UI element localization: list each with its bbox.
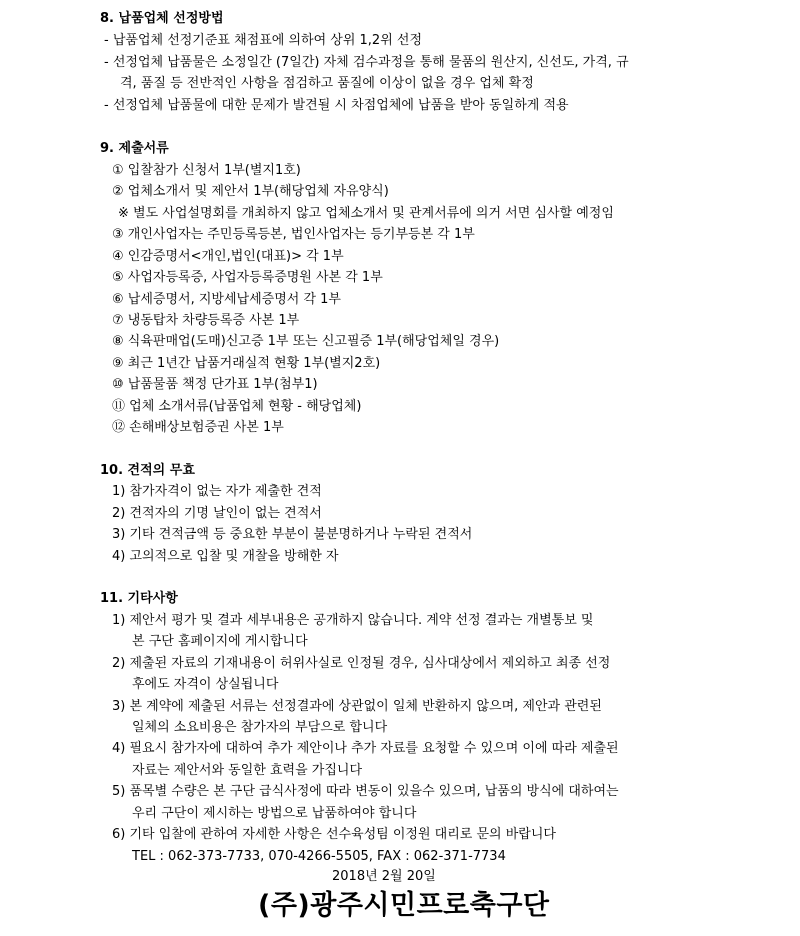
section-9-item: ⑥ 납세증명서, 지방세납세증명서 각 1부 (112, 292, 341, 307)
section-9-note: ※ 별도 사업설명회를 개최하지 않고 업체소개서 및 관계서류에 의거 서면 심사할 예정임 (118, 206, 614, 221)
section-9-item: ③ 개인사업자는 주민등록등본, 법인사업자는 등기부등본 각 1부 (112, 227, 475, 242)
section-8-line-4: - 선정업체 납품물에 대한 문제가 발견될 시 차점업체에 납품을 받아 동일하게 적용 (104, 98, 569, 113)
section-11-heading: 11. 기타사항 (100, 591, 178, 606)
section-8-heading: 8. 납품업체 선정방법 (100, 11, 224, 26)
section-9-item: ⑨ 최근 1년간 납품거래실적 현황 1부(별지2호) (112, 356, 381, 371)
section-10-item: 2) 견적자의 기명 날인이 없는 견적서 (112, 506, 322, 521)
section-9-item: ① 입찰참가 신청서 1부(별지1호) (112, 163, 301, 178)
section-11-line: 일체의 소요비용은 참가자의 부담으로 합니다 (132, 720, 388, 735)
section-9-item: ⑦ 냉동탑차 차량등록증 사본 1부 (112, 313, 300, 328)
section-11-line: 우리 구단이 제시하는 방법으로 납품하여야 합니다 (132, 806, 417, 821)
section-11-contact: TEL : 062-373-7733, 070-4266-5505, FAX : 062-371-7734 (132, 849, 506, 864)
section-10-item: 3) 기타 견적금액 등 중요한 부분이 불분명하거나 누락된 견적서 (112, 527, 473, 542)
section-11-line: 6) 기타 입찰에 관하여 자세한 사항은 선수육성팀 이정원 대리로 문의 바랍니다 (112, 827, 556, 842)
section-9-item: ⑪ 업체 소개서류(납품업체 현황 - 해당업체) (112, 399, 362, 414)
section-11-line: 2) 제출된 자료의 기재내용이 허위사실로 인정될 경우, 심사대상에서 제외하고 최종 선정 (112, 656, 611, 671)
section-9-item: ⑤ 사업자등록증, 사업자등록증명원 사본 각 1부 (112, 270, 383, 285)
section-11-line: 후에도 자격이 상실됩니다 (132, 677, 279, 692)
section-9-item: ⑩ 납품물품 책정 단가표 1부(첨부1) (112, 377, 318, 392)
section-10-heading: 10. 견적의 무효 (100, 463, 195, 478)
section-11-line: 본 구단 홈페이지에 게시합니다 (132, 634, 308, 649)
document-date: 2018년 2월 20일 (332, 869, 436, 884)
organization-name: (주)광주시민프로축구단 (258, 890, 550, 921)
section-8-line-3: 격, 품질 등 전반적인 사항을 점검하고 품질에 이상이 없을 경우 업체 확정 (120, 76, 534, 91)
section-9-item: ② 업체소개서 및 제안서 1부(해당업체 자유양식) (112, 184, 389, 199)
section-11-line: 3) 본 계약에 제출된 서류는 선정결과에 상관없이 일체 반환하지 않으며, 제안과 관련된 (112, 699, 602, 714)
section-9-item: ④ 인감증명서<개인,법인(대표)> 각 1부 (112, 249, 344, 264)
section-10-item: 1) 참가자격이 없는 자가 제출한 견적 (112, 484, 322, 499)
section-11-line: 자료는 제안서와 동일한 효력을 가집니다 (132, 763, 363, 778)
section-8-line-2: - 선정업체 납품물은 소정일간 (7일간) 자체 검수과정을 통해 물품의 원산지, 신선도, 가격, 규 (104, 55, 629, 70)
section-8-line-1: - 납품업체 선정기준표 채점표에 의하여 상위 1,2위 선정 (104, 33, 423, 48)
section-9-item: ⑧ 식육판매업(도매)신고증 1부 또는 신고필증 1부(해당업체일 경우) (112, 334, 500, 349)
section-9-heading: 9. 제출서류 (100, 141, 169, 156)
section-11-line: 5) 품목별 수량은 본 구단 급식사정에 따라 변동이 있을수 있으며, 납품의 방식에 대하여는 (112, 784, 619, 799)
section-11-line: 1) 제안서 평가 및 결과 세부내용은 공개하지 않습니다. 계약 선정 결과는 개별통보 및 (112, 613, 594, 628)
section-11-line: 4) 필요시 참가자에 대하여 추가 제안이나 추가 자료를 요청할 수 있으며 이에 따라 제출된 (112, 741, 619, 756)
section-9-item: ⑫ 손해배상보험증권 사본 1부 (112, 420, 284, 435)
section-10-item: 4) 고의적으로 입찰 및 개찰을 방해한 자 (112, 549, 339, 564)
